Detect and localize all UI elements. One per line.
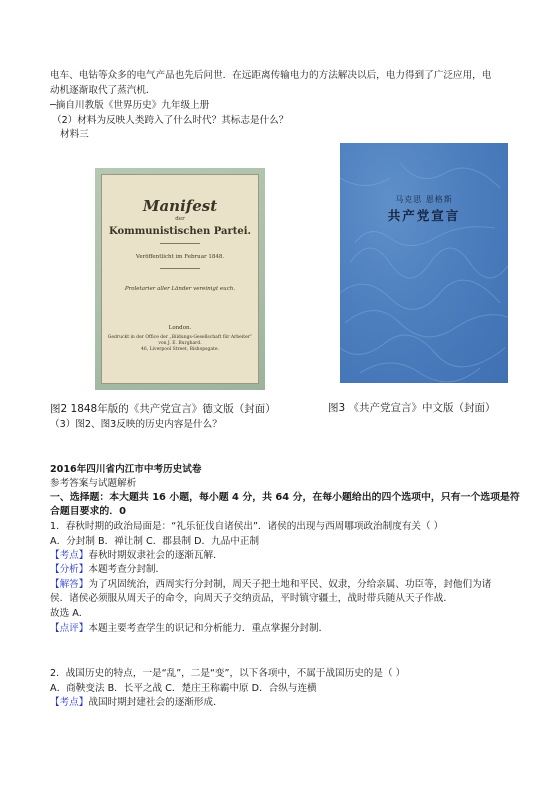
- material-3-label: 材料三: [60, 129, 89, 140]
- de-cover-imprint: [102, 335, 258, 353]
- kaodian-tag: 【考点】: [50, 550, 89, 561]
- de-cover-der: der: [175, 216, 185, 222]
- exam-title: 2016年四川省内江市中考历史试卷: [50, 464, 202, 475]
- figure-3-caption: 图3 《共产党宣言》中文版（封面）: [328, 402, 496, 414]
- section-1-heading-cont: 合题目要求的．0: [50, 506, 126, 517]
- intro-line-1: 电车、电钻等众多的电气产品也先后问世．在远距离传输电力的方法解决以后，电力得到了广泛应用，电: [50, 70, 492, 81]
- question-3: （3）图2、图3反映的历史内容是什么？: [50, 419, 222, 430]
- q1-jieda: [50, 578, 491, 591]
- cn-cover-title: 共产党宣言: [387, 208, 461, 223]
- question-2: （2）材料为反映人类跨入了什么时代？其标志是什么？: [52, 115, 289, 126]
- de-cover-place: London.: [168, 325, 192, 331]
- q1-jieda-cont: 侯．诸侯必须服从周天子的命令，向周天子交纳贡品，平时镇守疆土，战时带兵随从天子作战．: [50, 593, 453, 604]
- cn-cover-authors: 马克思 恩格斯: [395, 195, 453, 204]
- de-cover-imprint-3: 46, Liverpool Street, Bishopsgate.: [141, 347, 219, 352]
- de-cover-imprint-2: von J. E. Burghard.: [158, 341, 202, 346]
- q2-kaodian: [50, 696, 223, 709]
- intro-line-2: 动机逐渐取代了蒸汽机．: [50, 85, 156, 96]
- german-manifesto-cover-image: [95, 168, 265, 390]
- fenxi-tag: 【分析】: [50, 564, 89, 575]
- de-cover-rule: [160, 268, 200, 269]
- q1-kaodian: [50, 549, 223, 562]
- q2-options: A．商鞅变法 B．长平之战 C．楚庄王称霸中原 D．合纵与连横: [50, 683, 317, 694]
- q2-stem: 2．战国历史的特点，一是“乱”，二是“变”，以下各项中，不属于战国历史的是（ ）: [50, 668, 406, 679]
- de-cover-party: Kommunistischen Partei.: [108, 226, 252, 237]
- q1-stem: 1．春秋时期的政治局面是：“礼乐征伐自诸侯出”．诸侯的出现与西周哪项政治制度有关（ ）: [50, 521, 444, 532]
- q2-kaodian-text: 战国时期封建社会的逐渐形成．: [88, 697, 223, 708]
- dianping-tag: 【点评】: [50, 623, 89, 634]
- q1-dianping: [50, 622, 328, 635]
- jieda-tag: 【解答】: [50, 579, 89, 590]
- intro-source: ─摘自川教版《世界历史》九年级上册: [50, 100, 210, 111]
- q1-fenxi: [50, 563, 165, 576]
- de-cover-imprint-1: Gedruckt in der Office der „Bildungs-Gesellschaft für Arbeiter“: [107, 335, 253, 340]
- chinese-manifesto-cover-image: [340, 143, 508, 383]
- q1-choice: 故选 A．: [50, 608, 89, 619]
- de-cover-motto: Proletarier aller Länder vereinigt euch.: [124, 286, 236, 292]
- de-cover-title: Manifest: [142, 197, 218, 215]
- q1-fenxi-text: 本题考查分封制．: [88, 564, 166, 575]
- kaodian-tag: 【考点】: [50, 697, 89, 708]
- exam-subtitle: 参考答案与试题解析: [50, 478, 137, 489]
- de-cover-published: Veröffentlicht im Februar 1848.: [135, 254, 225, 260]
- q1-options: A．分封制 B．禅让制 C．郡县制 D．九品中正制: [50, 536, 260, 547]
- q1-jieda-text: 为了巩固统治，西周实行分封制，周天子把土地和平民、奴隶，分给亲属、功臣等，封他们为诸: [88, 579, 492, 590]
- figure-2-caption: 图2 1848年版的《共产党宣言》德文版（封面）: [50, 403, 276, 415]
- section-1-heading: 一、选择题：本大题共 16 小题，每小题 4 分，共 64 分，在每小题给出的四个选项中，只有一个选项是符: [50, 492, 520, 503]
- q1-kaodian-text: 春秋时期奴隶社会的逐渐瓦解．: [88, 550, 223, 561]
- cover-texture-pattern: [340, 143, 508, 383]
- de-cover-rule: [160, 243, 200, 244]
- q1-dianping-text: 本题主要考查学生的识记和分析能力．重点掌握分封制．: [88, 623, 329, 634]
